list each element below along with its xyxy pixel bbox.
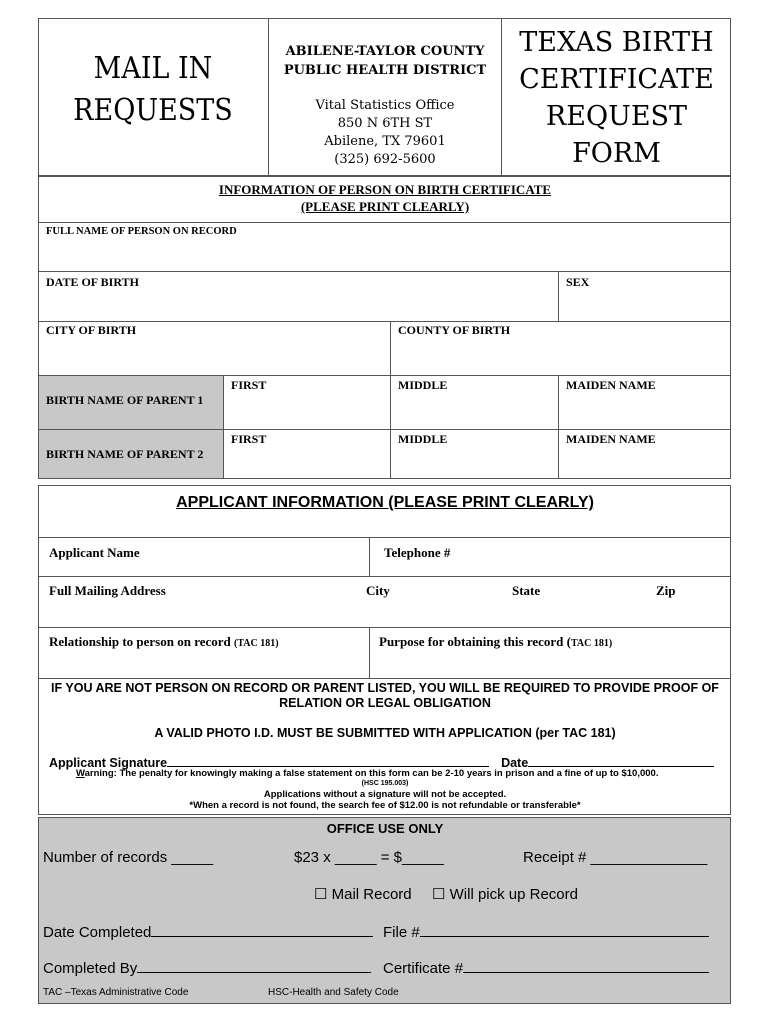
mail-record-checkbox[interactable]: ☐ Mail Record: [314, 886, 412, 903]
parent1-first-label: FIRST: [231, 378, 267, 392]
signature-label: Applicant Signature: [49, 756, 168, 770]
purpose-label: Purpose for obtaining this record (TAC 181): [379, 634, 613, 649]
pick-up-checkbox[interactable]: ☐ Will pick up Record: [432, 886, 578, 903]
parent1-middle-label: MIDDLE: [398, 378, 448, 392]
full-name-label: FULL NAME OF PERSON ON RECORD: [46, 226, 237, 237]
number-of-records[interactable]: Number of records _____: [43, 849, 214, 866]
header-divider-2: [501, 18, 502, 176]
warning-text: Warning: The penalty for knowingly making a false statement on this form can be 2-10 years in prison and a fine of up to $10,000.: [76, 768, 659, 779]
record-section-heading: INFORMATION OF PERSON ON BIRTH CERTIFICATE (PLEASE PRINT CLEARLY): [218, 182, 552, 214]
receipt-number[interactable]: Receipt # ______________: [523, 849, 708, 866]
parent1-maiden-label: MAIDEN NAME: [566, 378, 656, 392]
county-of-birth-label: COUNTY OF BIRTH: [398, 323, 511, 337]
certificate-number-line[interactable]: [463, 957, 709, 973]
certificate-number-label: Certificate #: [383, 960, 464, 977]
certificate-number-row: [383, 957, 709, 977]
parent2-middle-label: MIDDLE: [398, 432, 448, 446]
date-completed-label: Date Completed: [43, 924, 152, 941]
parent2-maiden-label: MAIDEN NAME: [566, 432, 656, 446]
parent2-label: BIRTH NAME OF PARENT 2: [46, 447, 204, 461]
file-number-line[interactable]: [420, 921, 709, 937]
telephone-label: Telephone #: [384, 545, 451, 560]
dob-label: DATE OF BIRTH: [46, 275, 139, 289]
district-name: ABILENE-TAYLOR COUNTY PUBLIC HEALTH DISTRICT: [283, 44, 487, 78]
relationship-label: Relationship to person on record (TAC 181): [49, 634, 279, 649]
file-number-row: [383, 921, 709, 941]
tac-reference: TAC 181): [571, 638, 613, 649]
state-label: State: [512, 583, 541, 598]
date-label: Date: [501, 756, 529, 770]
completed-by-line[interactable]: [137, 957, 371, 973]
city-of-birth-label: CITY OF BIRTH: [46, 323, 137, 337]
zip-label: Zip: [656, 583, 676, 598]
mailing-address-label: Full Mailing Address: [49, 583, 166, 598]
rule: [38, 678, 731, 679]
office-use-heading: OFFICE USE ONLY: [326, 821, 444, 836]
completed-by-label: Completed By: [43, 960, 138, 977]
hsc-definition: HSC-Health and Safety Code: [268, 987, 399, 998]
header-divider-1: [268, 18, 269, 176]
tac-definition: TAC –Texas Administrative Code: [43, 987, 189, 998]
search-fee-notice: *When a record is not found, the search fee of $12.00 is not refundable or transferable*: [189, 800, 581, 811]
parent1-label: BIRTH NAME OF PARENT 1: [46, 393, 204, 407]
applicant-name-label: Applicant Name: [49, 545, 140, 560]
date-completed-row: [43, 921, 373, 941]
office-address: Vital Statistics Office 850 N 6TH ST Abilene, TX 79601 (325) 692-5600: [315, 98, 455, 167]
parent2-first-label: FIRST: [231, 432, 267, 446]
photo-id-notice: A VALID PHOTO I.D. MUST BE SUBMITTED WITH APPLICATION (per TAC 181): [154, 726, 616, 740]
city-label: City: [366, 583, 390, 598]
proof-notice: IF YOU ARE NOT PERSON ON RECORD OR PARENT LISTED, YOU WILL BE REQUIRED TO PROVIDE PROOF OF RELATION OR LEGAL OBLIGATION: [51, 681, 719, 710]
hsc-reference: (HSC 195.003): [361, 780, 409, 787]
date-line[interactable]: [528, 752, 714, 767]
no-signature-notice: Applications without a signature will not be accepted.: [263, 789, 507, 800]
mail-in-title: MAIL IN REQUESTS: [73, 51, 233, 128]
date-completed-line[interactable]: [151, 921, 373, 937]
tac-reference: (TAC 181): [234, 638, 279, 649]
applicant-heading: APPLICANT INFORMATION (PLEASE PRINT CLEARLY): [176, 494, 594, 511]
completed-by-row: [43, 957, 371, 977]
signature-line[interactable]: [167, 752, 489, 767]
form-title: TEXAS BIRTH CERTIFICATE REQUEST FORM: [519, 27, 714, 169]
sex-label: SEX: [566, 275, 590, 289]
file-number-label: File #: [383, 924, 420, 941]
fee-calculation[interactable]: $23 x _____ = $_____: [294, 849, 444, 866]
